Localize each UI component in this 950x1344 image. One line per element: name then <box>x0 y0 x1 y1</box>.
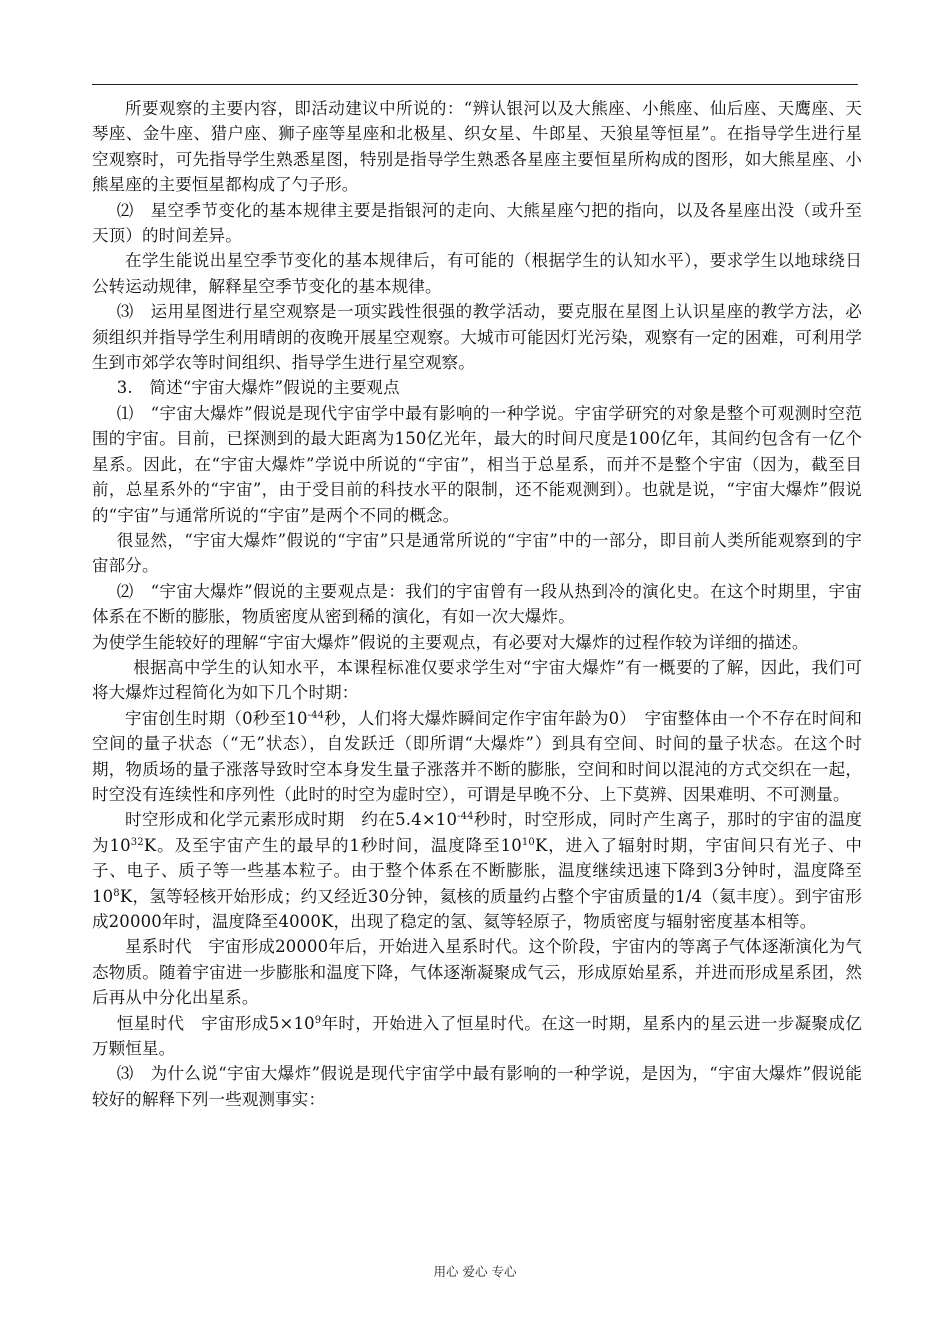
paragraph-big-bang-intro <box>92 401 862 528</box>
document-body <box>92 96 862 1112</box>
paragraph-curriculum-requirement <box>92 655 862 706</box>
paragraph-detailed-description <box>92 630 862 655</box>
paragraph-text: ⑵ 星空季节变化的基本规律主要是指银河的走向、大熊星座勺把的指向，以及各星座出没（或升至天顶）的时间差异。 <box>92 200 862 246</box>
superscript: -44 <box>457 811 474 823</box>
paragraph-text: ⑵ “宇宙大爆炸”假说的主要观点是：我们的宇宙曾有一段从热到冷的演化史。在这个时期里，宇宙体系在不断的膨胀，物质密度从密到稀的演化，有如一次大爆炸。 <box>92 581 862 627</box>
paragraph-creation-period <box>92 706 862 808</box>
paragraph-text: 恒星时代 宇宙形成5×10 <box>116 1013 315 1033</box>
paragraph-text: 根据高中学生的认知水平，本课程标准仅要求学生对“宇宙大爆炸”有一概要的了解，因此，我们可将大爆炸过程简化为如下几个时期： <box>92 657 862 703</box>
paragraph-text: 为使学生能较好的理解“宇宙大爆炸”假说的主要观点，有必要对大爆炸的过程作较为详细的描述。 <box>92 632 809 652</box>
paragraph-text: 所要观察的主要内容，即活动建议中所说的：“辨认银河以及大熊座、小熊座、仙后座、天鹰座、天琴座、金牛座、猎户座、狮子座等星座和北极星、织女星、牛郎星、天狼星等恒星”。在指导学生进行星空观察时，可先指导学生熟悉星图，特别是指导学生熟悉各星座主要恒星所构成的图形，如大熊星座、小熊星座的主要恒星都构成了勺子形。 <box>92 99 862 195</box>
paragraph-observation-content <box>92 96 862 198</box>
paragraph-text: 星系时代 宇宙形成20000年后，开始进入星系时代。这个阶段，宇宙内的等离子气体逐渐演化为气态物质。随着宇宙进一步膨胀和温度下降，气体逐渐凝聚成气云，形成原始星系，并进而形成星系团，然后再从中分化出星系。 <box>92 937 862 1008</box>
paragraph-galaxy-era <box>92 934 862 1010</box>
paragraph-text: 时空形成和化学元素形成时期 约在5.4×10 <box>125 810 458 830</box>
paragraph-text: 年时，开始进入了恒星时代。在这一时期，星系内的星云进一步凝聚成亿万颗恒星。 <box>92 1013 862 1059</box>
paragraph-text: K，进入了辐射时期，宇宙间只有光子、中子、电子、质子等一些基本粒子。由于整个体系在不断膨胀，温度继续迅速下降到3分钟时，温度降至10 <box>92 835 862 906</box>
section-heading-big-bang <box>92 375 862 400</box>
paragraph-star-chart-practice <box>92 299 862 375</box>
superscript: -44 <box>307 709 325 721</box>
paragraph-spacetime-element-period <box>92 807 862 934</box>
paragraph-seasonal-pattern <box>92 198 862 249</box>
paragraph-text: 秒，人们将大爆炸瞬间定作宇宙年龄为0） 宇宙整体由一个不存在时间和空间的量子状态（“无”状态），自发跃迁（即所谓“大爆炸”）到具有空间、时间的量子状态。在这个时期，物质场的量子涨落导致时空本身发生量子涨落并不断的膨胀，空间和时间以混沌的方式交织在一起，时空没有连续性和序列性（此时的时空为虚时空），可谓是早晚不分、上下莫辨、因果难明、不可测量。 <box>92 708 862 804</box>
paragraph-text: K，氢等轻核开始形成；约又经近30分钟，氦核的质量约占整个宇宙质量的1/4（氦丰度）。到宇宙形成20000年时，温度降至4000K，出现了稳定的氢、氦等轻原子，物质密度与辐射密度基本相等。 <box>92 886 862 931</box>
paragraph-text: ⑶ 为什么说“宇宙大爆炸”假说是现代宇宙学中最有影响的一种学说，是因为，“宇宙大爆炸”假说能较好的解释下列一些观测事实： <box>92 1064 862 1109</box>
paragraph-text: 很显然，“宇宙大爆炸”假说的“宇宙”只是通常所说的“宇宙”中的一部分，即目前人类所能观察到的宇宙部分。 <box>92 530 862 576</box>
paragraph-text: 秒时，时空形成，同时产生离子，那时的宇宙的温度为10 <box>92 810 862 855</box>
header-rule <box>92 84 858 85</box>
paragraph-why-influential <box>92 1061 862 1112</box>
superscript: 8 <box>113 887 120 899</box>
paragraph-main-viewpoint <box>92 579 862 630</box>
page-footer: 用心 爱心 专心 <box>433 1264 517 1279</box>
paragraph-text: ⑴ “宇宙大爆炸”假说是现代宇宙学中最有影响的一种学说。宇宙学研究的对象是整个可观测时空范围的宇宙。目前，已探测到的最大距离为150亿光年，最大的时间尺度是100亿年，其间约包含有一亿个星系。因此，在“宇宙大爆炸”学说中所说的“宇宙”，相当于总星系，而并不是整个宇宙（因为，截至目前，总星系外的“宇宙”，由于受目前的科技水平的限制，还不能观测到）。也就是说，“宇宙大爆炸”假说的“宇宙”与通常所说的“宇宙”是两个不同的概念。 <box>92 403 862 525</box>
paragraph-text: 宇宙创生时期（0秒至10 <box>125 708 308 728</box>
superscript: 9 <box>314 1014 322 1026</box>
paragraph-seasonal-explanation <box>92 248 862 299</box>
superscript: 10 <box>521 836 535 848</box>
paragraph-text: K。及至宇宙产生的最早的1秒时间，温度降至10 <box>143 835 522 855</box>
paragraph-text: ⑶ 运用星图进行星空观察是一项实践性很强的教学活动，要克服在星图上认识星座的教学方法，必须组织并指导学生利用晴朗的夜晚开展星空观察。大城市可能因灯光污染，观察有一定的困难，可利用学生到市郊学农等时间组织、指导学生进行星空观察。 <box>92 302 862 373</box>
superscript: 32 <box>130 836 144 848</box>
paragraph-star-era <box>92 1011 862 1062</box>
paragraph-text: 在学生能说出星空季节变化的基本规律后，有可能的（根据学生的认知水平），要求学生以地球绕日公转运动规律，解释星空季节变化的基本规律。 <box>92 251 862 296</box>
section-heading-text: 3. 简述“宇宙大爆炸”假说的主要观点 <box>116 378 400 398</box>
paragraph-universe-part <box>92 528 862 579</box>
